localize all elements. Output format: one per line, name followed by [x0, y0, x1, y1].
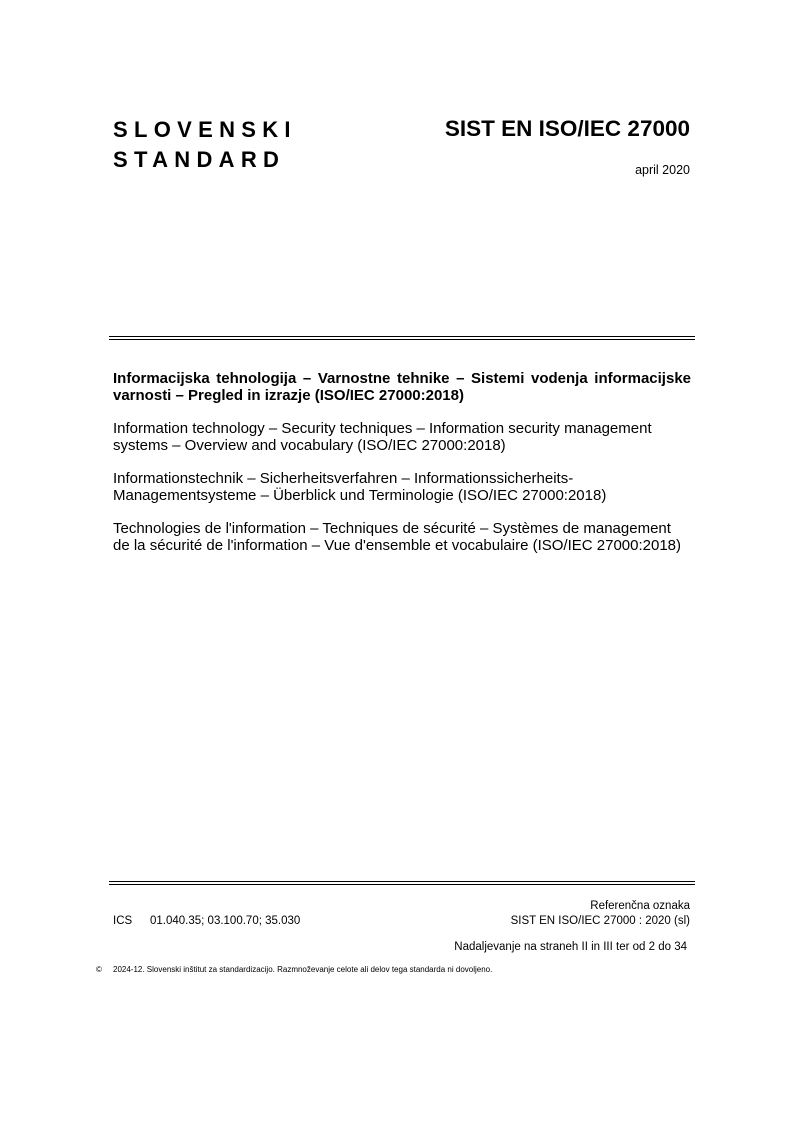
top-divider	[109, 336, 695, 340]
reference-label: Referenčna oznaka	[590, 900, 690, 912]
copyright-symbol: ©	[96, 965, 102, 974]
standard-number: SIST EN ISO/IEC 27000	[444, 116, 690, 141]
title-german-line1: Informationstechnik – Sicherheitsverfahren – Informationssicherheits-	[113, 470, 574, 487]
bottom-divider	[109, 881, 695, 885]
title-slovenian: Informacijska tehnologija – Varnostne tehnike – Sistemi vodenja informacijske varnosti – Pregled in izrazje (ISO/IEC 27000:2018)	[113, 370, 691, 404]
brand-line-slovenski: SLOVENSKI	[113, 117, 297, 142]
ics-codes: 01.040.35; 03.100.70; 35.030	[150, 915, 301, 927]
reference-value: SIST EN ISO/IEC 27000 : 2020 (sl)	[510, 915, 690, 927]
title-german	[113, 470, 691, 504]
page-continuation-note: Nadaljevanje na straneh II in III ter od 2 do 34	[454, 941, 687, 953]
standard-type-heading	[113, 115, 297, 175]
title-block	[113, 370, 691, 570]
copyright-notice: 2024-12. Slovenski inštitut za standardizacijo. Razmnoževanje celote ali delov tega standarda ni dovoljeno.	[113, 965, 493, 974]
publication-date: april 2020	[635, 163, 690, 177]
ics-label: ICS	[113, 915, 133, 927]
title-french: Technologies de l'information – Techniques de sécurité – Systèmes de management de la sécurité de l'information – Vue d'ensemble et vocabulaire (ISO/IEC 27000:2018)	[113, 520, 682, 554]
title-english: Information technology – Security techniques – Information security management systems – Overview and vocabulary (ISO/IEC 27000:2018)	[113, 420, 652, 454]
brand-line-standard: STANDARD	[113, 147, 286, 172]
title-german-line2: Managementsysteme – Überblick und Terminologie (ISO/IEC 27000:2018)	[113, 487, 607, 504]
